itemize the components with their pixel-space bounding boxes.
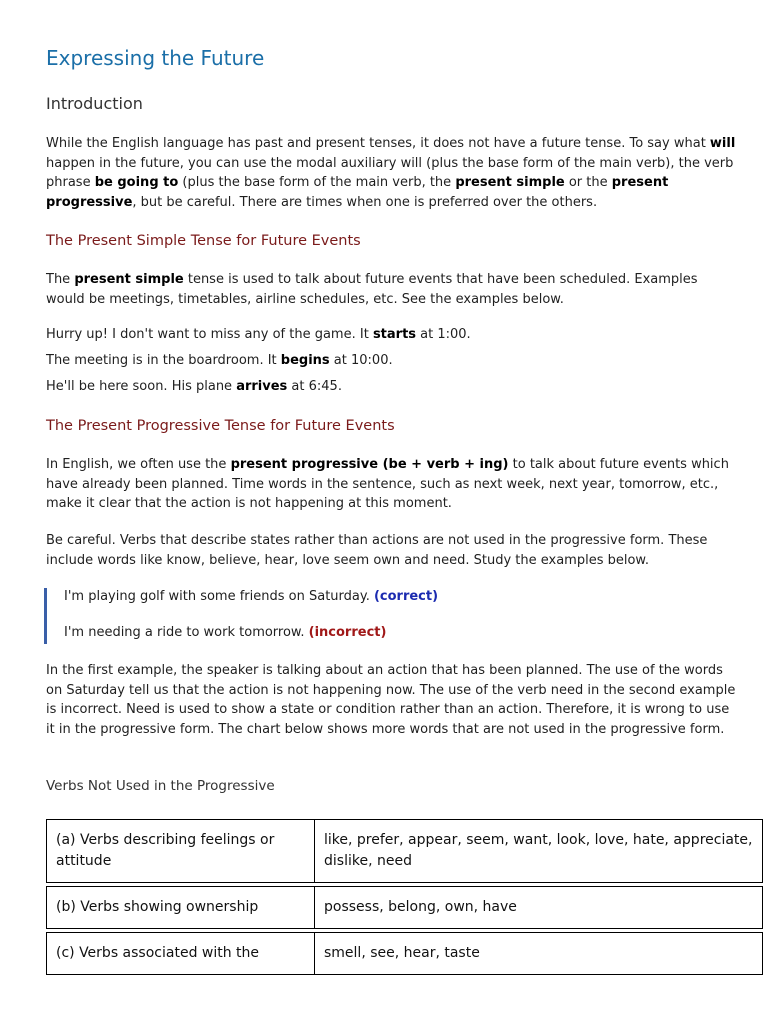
table-cell-verbs: possess, belong, own, have xyxy=(314,886,763,929)
table-row xyxy=(46,932,763,975)
correct-label: (correct) xyxy=(373,589,439,604)
incorrect-label: (incorrect) xyxy=(308,625,387,640)
blockquote-example-correct: I'm playing golf with some friends on Saturday. (correct) xyxy=(64,589,439,604)
table-row xyxy=(46,819,763,883)
introduction-paragraph: While the English language has past and present tenses, it does not have a future tense. To say what will happen in the future, you can use the modal auxiliary will (plus the base form of the main verb), the verb phrase be going to (plus the base form of the main verb, the present simple or the present progressive, but be careful. There are times when one is preferred over the others. xyxy=(46,136,736,211)
present-progressive-heading: The Present Progressive Tense for Future Events xyxy=(46,418,395,434)
example-sentence: The meeting is in the boardroom. It begins at 10:00. xyxy=(46,353,393,368)
page-title: Expressing the Future xyxy=(46,46,265,70)
example-sentence: Hurry up! I don't want to miss any of the game. It starts at 1:00. xyxy=(46,327,471,342)
present-simple-paragraph: The present simple tense is used to talk about future events that have been scheduled. Examples would be meetings, timetables, airline schedules, etc. See the examples below. xyxy=(46,272,698,307)
blockquote-example-incorrect: I'm needing a ride to work tomorrow. (incorrect) xyxy=(64,625,387,640)
table-cell-verbs: like, prefer, appear, seem, want, look, love, hate, appreciate, dislike, need xyxy=(314,819,763,883)
example-sentence: He'll be here soon. His plane arrives at 6:45. xyxy=(46,379,342,394)
be-careful-paragraph: Be careful. Verbs that describe states rather than actions are not used in the progressive form. These include words like know, believe, hear, love seem own and need. Study the examples below. xyxy=(46,533,708,568)
table-cell-category: (b) Verbs showing ownership xyxy=(46,886,314,929)
introduction-heading: Introduction xyxy=(46,94,143,113)
table-heading: Verbs Not Used in the Progressive xyxy=(46,778,275,794)
table-cell-category: (a) Verbs describing feelings or attitude xyxy=(46,819,314,883)
table-row xyxy=(46,886,763,929)
verbs-table xyxy=(46,816,763,978)
blockquote-bar xyxy=(44,588,47,644)
present-progressive-paragraph: In English, we often use the present progressive (be + verb + ing) to talk about future events which have already been planned. Time words in the sentence, such as next week, next year, tomorrow, etc., make it clear that the action is not happening at this moment. xyxy=(46,457,729,512)
explanation-paragraph: In the first example, the speaker is talking about an action that has been planned. The use of the words on Saturday tell us that the action is not happening now. The use of the verb need in the second example is incorrect. Need is used to show a state or condition rather than an action. Therefore, it is wrong to use it in the progressive form. The chart below shows more words that are not used in the progressive form. xyxy=(46,663,736,738)
table-cell-verbs: smell, see, hear, taste xyxy=(314,932,763,975)
table-cell-category: (c) Verbs associated with the xyxy=(46,932,314,975)
present-simple-heading: The Present Simple Tense for Future Events xyxy=(46,233,361,249)
